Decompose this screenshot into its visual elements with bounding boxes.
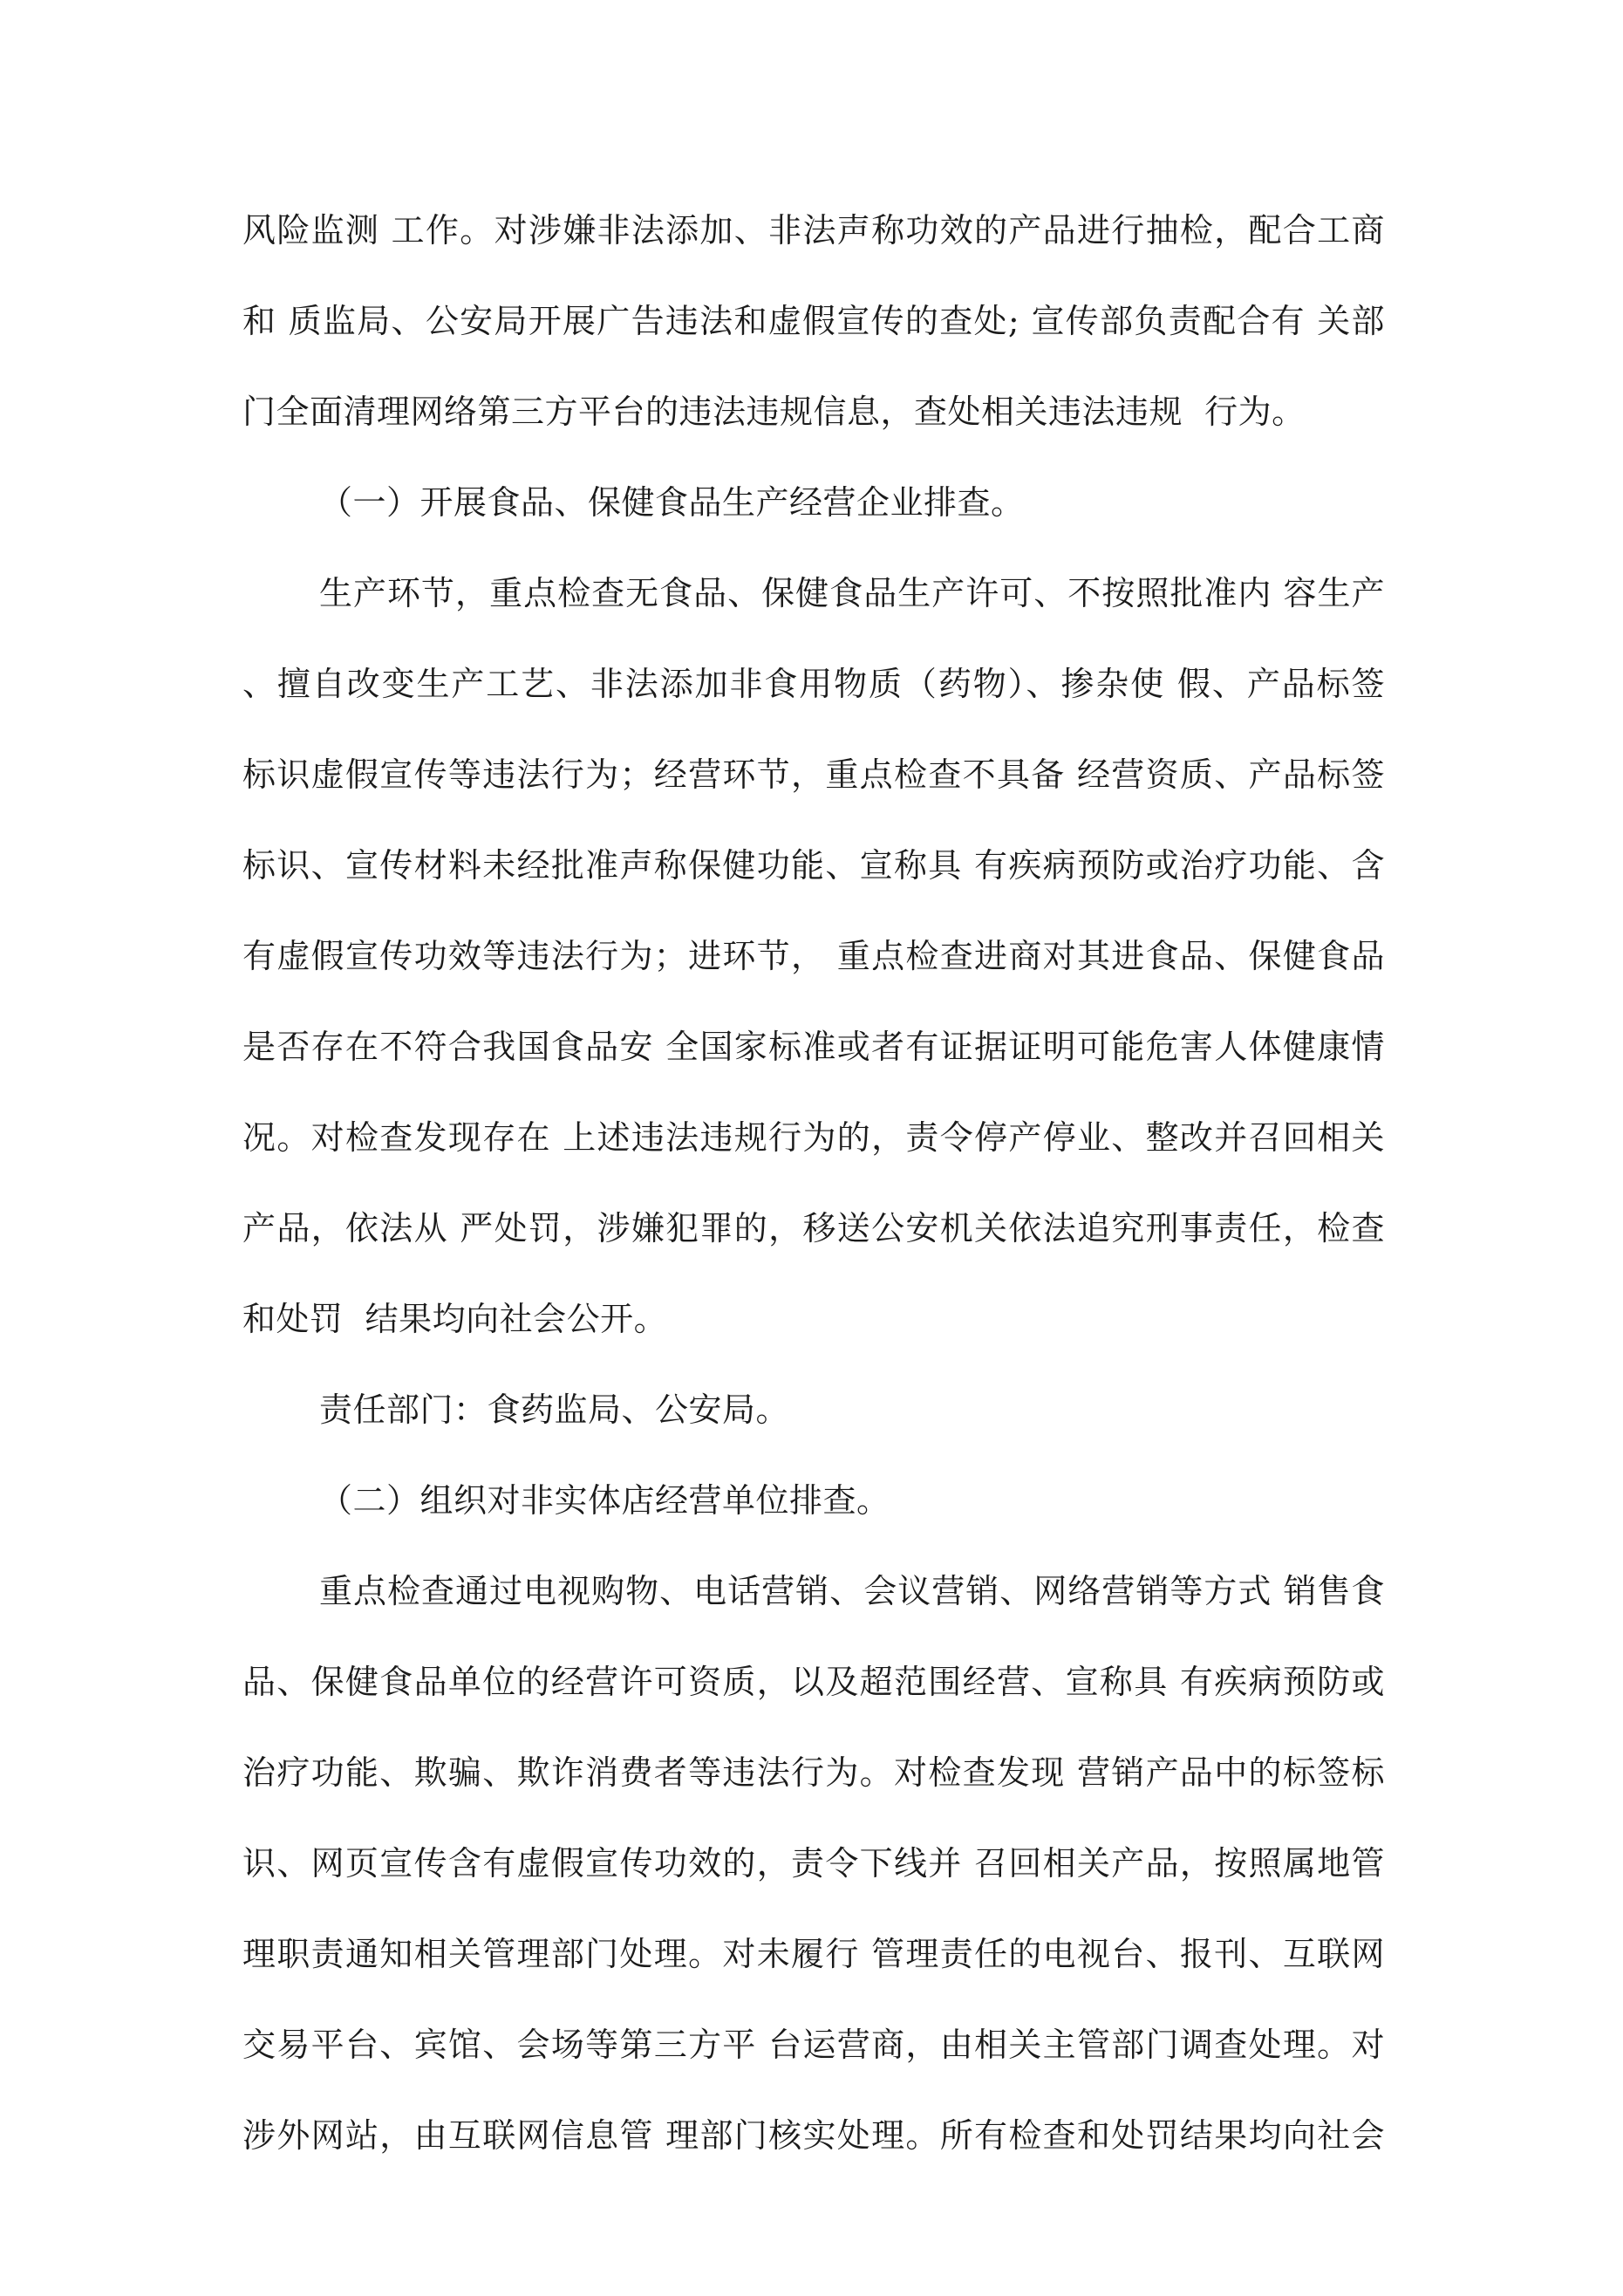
text-line: 重点检查通过电视购物、电话营销、会议营销、网络营销等方式 销售食: [319, 1572, 1385, 1610]
text-line: 识、网页宣传含有虚假宣传功效的，责令下线并 召回相关产品，按照属地管: [242, 1844, 1385, 1883]
text-line: 品、保健食品单位的经营许可资质，以及超范围经营、宣称具 有疾病预防或: [242, 1663, 1385, 1701]
text-line: 理职责通知相关管理部门处理。对未履行 管理责任的电视台、报刊、互联网: [242, 1935, 1385, 1973]
responsible-departments: 责任部门：食药监局、公安局。: [319, 1391, 790, 1429]
text-line: 和处罚 结果均向社会公开。: [242, 1300, 668, 1338]
text-line: 产品，依法从 严处罚，涉嫌犯罪的，移送公安机关依法追究刑事责任，检查: [242, 1209, 1385, 1247]
text-line: 是否存在不符合我国食品安 全国家标准或者有证据证明可能危害人体健康情: [242, 1028, 1385, 1066]
text-line: 标识、宣传材料未经批准声称保健功能、宣称具 有疾病预防或治疗功能、含: [242, 846, 1385, 885]
text-line: 有虚假宣传功效等违法行为；进环节， 重点检查进商对其进食品、保健食品: [242, 937, 1385, 975]
text-line: 交易平台、宾馆、会场等第三方平 台运营商，由相关主管部门调查处理。对: [242, 2026, 1385, 2064]
section-heading: （二）组织对非实体店经营单位排查。: [319, 1481, 890, 1520]
text-line: 、擅自改变生产工艺、非法添加非食用物质（药物）、掺杂使 假、产品标签: [242, 665, 1385, 703]
text-line: 治疗功能、欺骗、欺诈消费者等违法行为。对检查发现 营销产品中的标签标: [242, 1753, 1385, 1792]
text-line: 门全面清理网络第三方平台的违法违规信息，查处相关违法违规 行为。: [242, 393, 1306, 431]
document-body: [242, 197, 1385, 2169]
text-line: 和 质监局、公安局开展广告违法和虚假宣传的查处; 宣传部负责配合有 关部: [242, 302, 1385, 340]
section-heading: （一）开展食品、保健食品生产经营企业排查。: [319, 483, 1025, 522]
text-line: 标识虚假宣传等违法行为；经营环节，重点检查不具备 经营资质、产品标签: [242, 755, 1385, 794]
text-line: 风险监测 工作。对涉嫌非法添加、非法声称功效的产品进行抽检，配合工商: [242, 211, 1385, 249]
text-line: 况。对检查发现存在 上述违法违规行为的，责令停产停业、整改并召回相关: [242, 1118, 1385, 1157]
text-line: 涉外网站，由互联网信息管 理部门核实处理。所有检查和处罚结果均向社会: [242, 2116, 1385, 2155]
text-line: 生产环节，重点检查无食品、保健食品生产许可、不按照批准内 容生产: [319, 574, 1385, 612]
